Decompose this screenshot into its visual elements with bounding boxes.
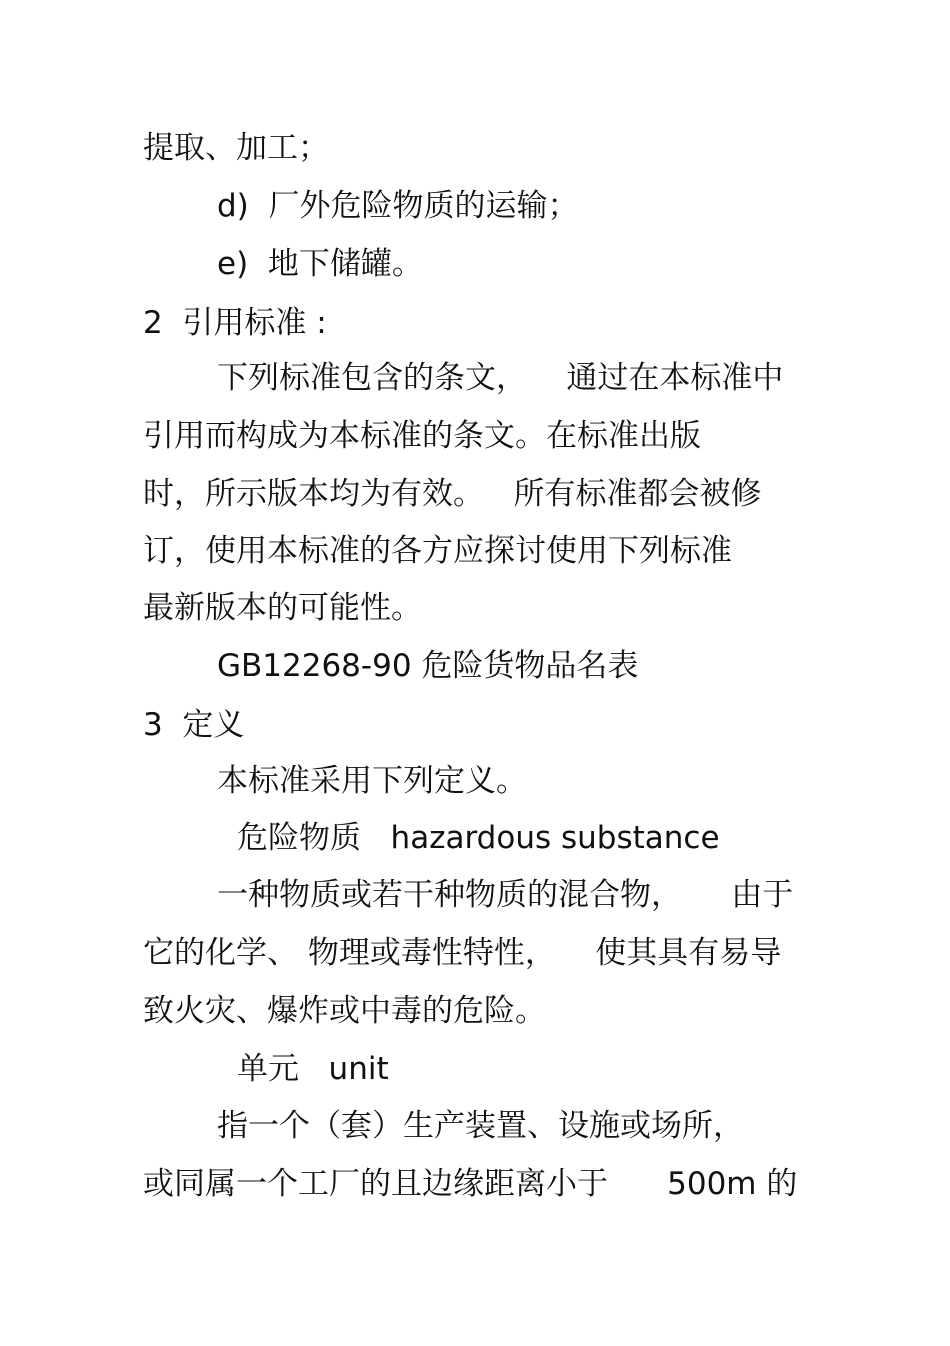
text-line: 提取、加工；: [143, 130, 329, 166]
list-item-d: d) 厂外危险物质的运输；: [217, 188, 579, 224]
standard-reference: GB12268-90 危险货物品名表: [217, 648, 639, 684]
paragraph-line: 本标准采用下列定义。: [217, 763, 527, 799]
paragraph-line: 或同属一个工厂的且边缘距离小于 500m 的: [143, 1166, 798, 1202]
term-hazardous-substance: 危险物质 hazardous substance: [237, 820, 720, 856]
paragraph-line: 致火灾、爆炸或中毒的危险。: [143, 993, 546, 1029]
paragraph-line: 引用而构成为本标准的条文。在标准出版: [143, 418, 701, 454]
section-heading-3: 3 定义: [143, 707, 245, 743]
paragraph-line: 指一个（套）生产装置、设施或场所，: [217, 1108, 744, 1144]
paragraph-line: 时，所示版本均为有效。 所有标准都会被修: [143, 476, 762, 512]
paragraph-line: 最新版本的可能性。: [143, 590, 422, 626]
section-heading-2: 2 引用标准 :: [143, 305, 327, 341]
list-item-e: e) 地下储罐。: [217, 246, 423, 282]
paragraph-line: 它的化学、 物理或毒性特性， 使其具有易导: [143, 935, 782, 971]
paragraph-line: 订，使用本标准的各方应探讨使用下列标准: [143, 533, 732, 569]
term-unit: 单元 unit: [237, 1051, 389, 1087]
paragraph-line: 一种物质或若干种物质的混合物， 由于: [217, 877, 794, 913]
paragraph-line: 下列标准包含的条文， 通过在本标准中: [217, 360, 784, 396]
